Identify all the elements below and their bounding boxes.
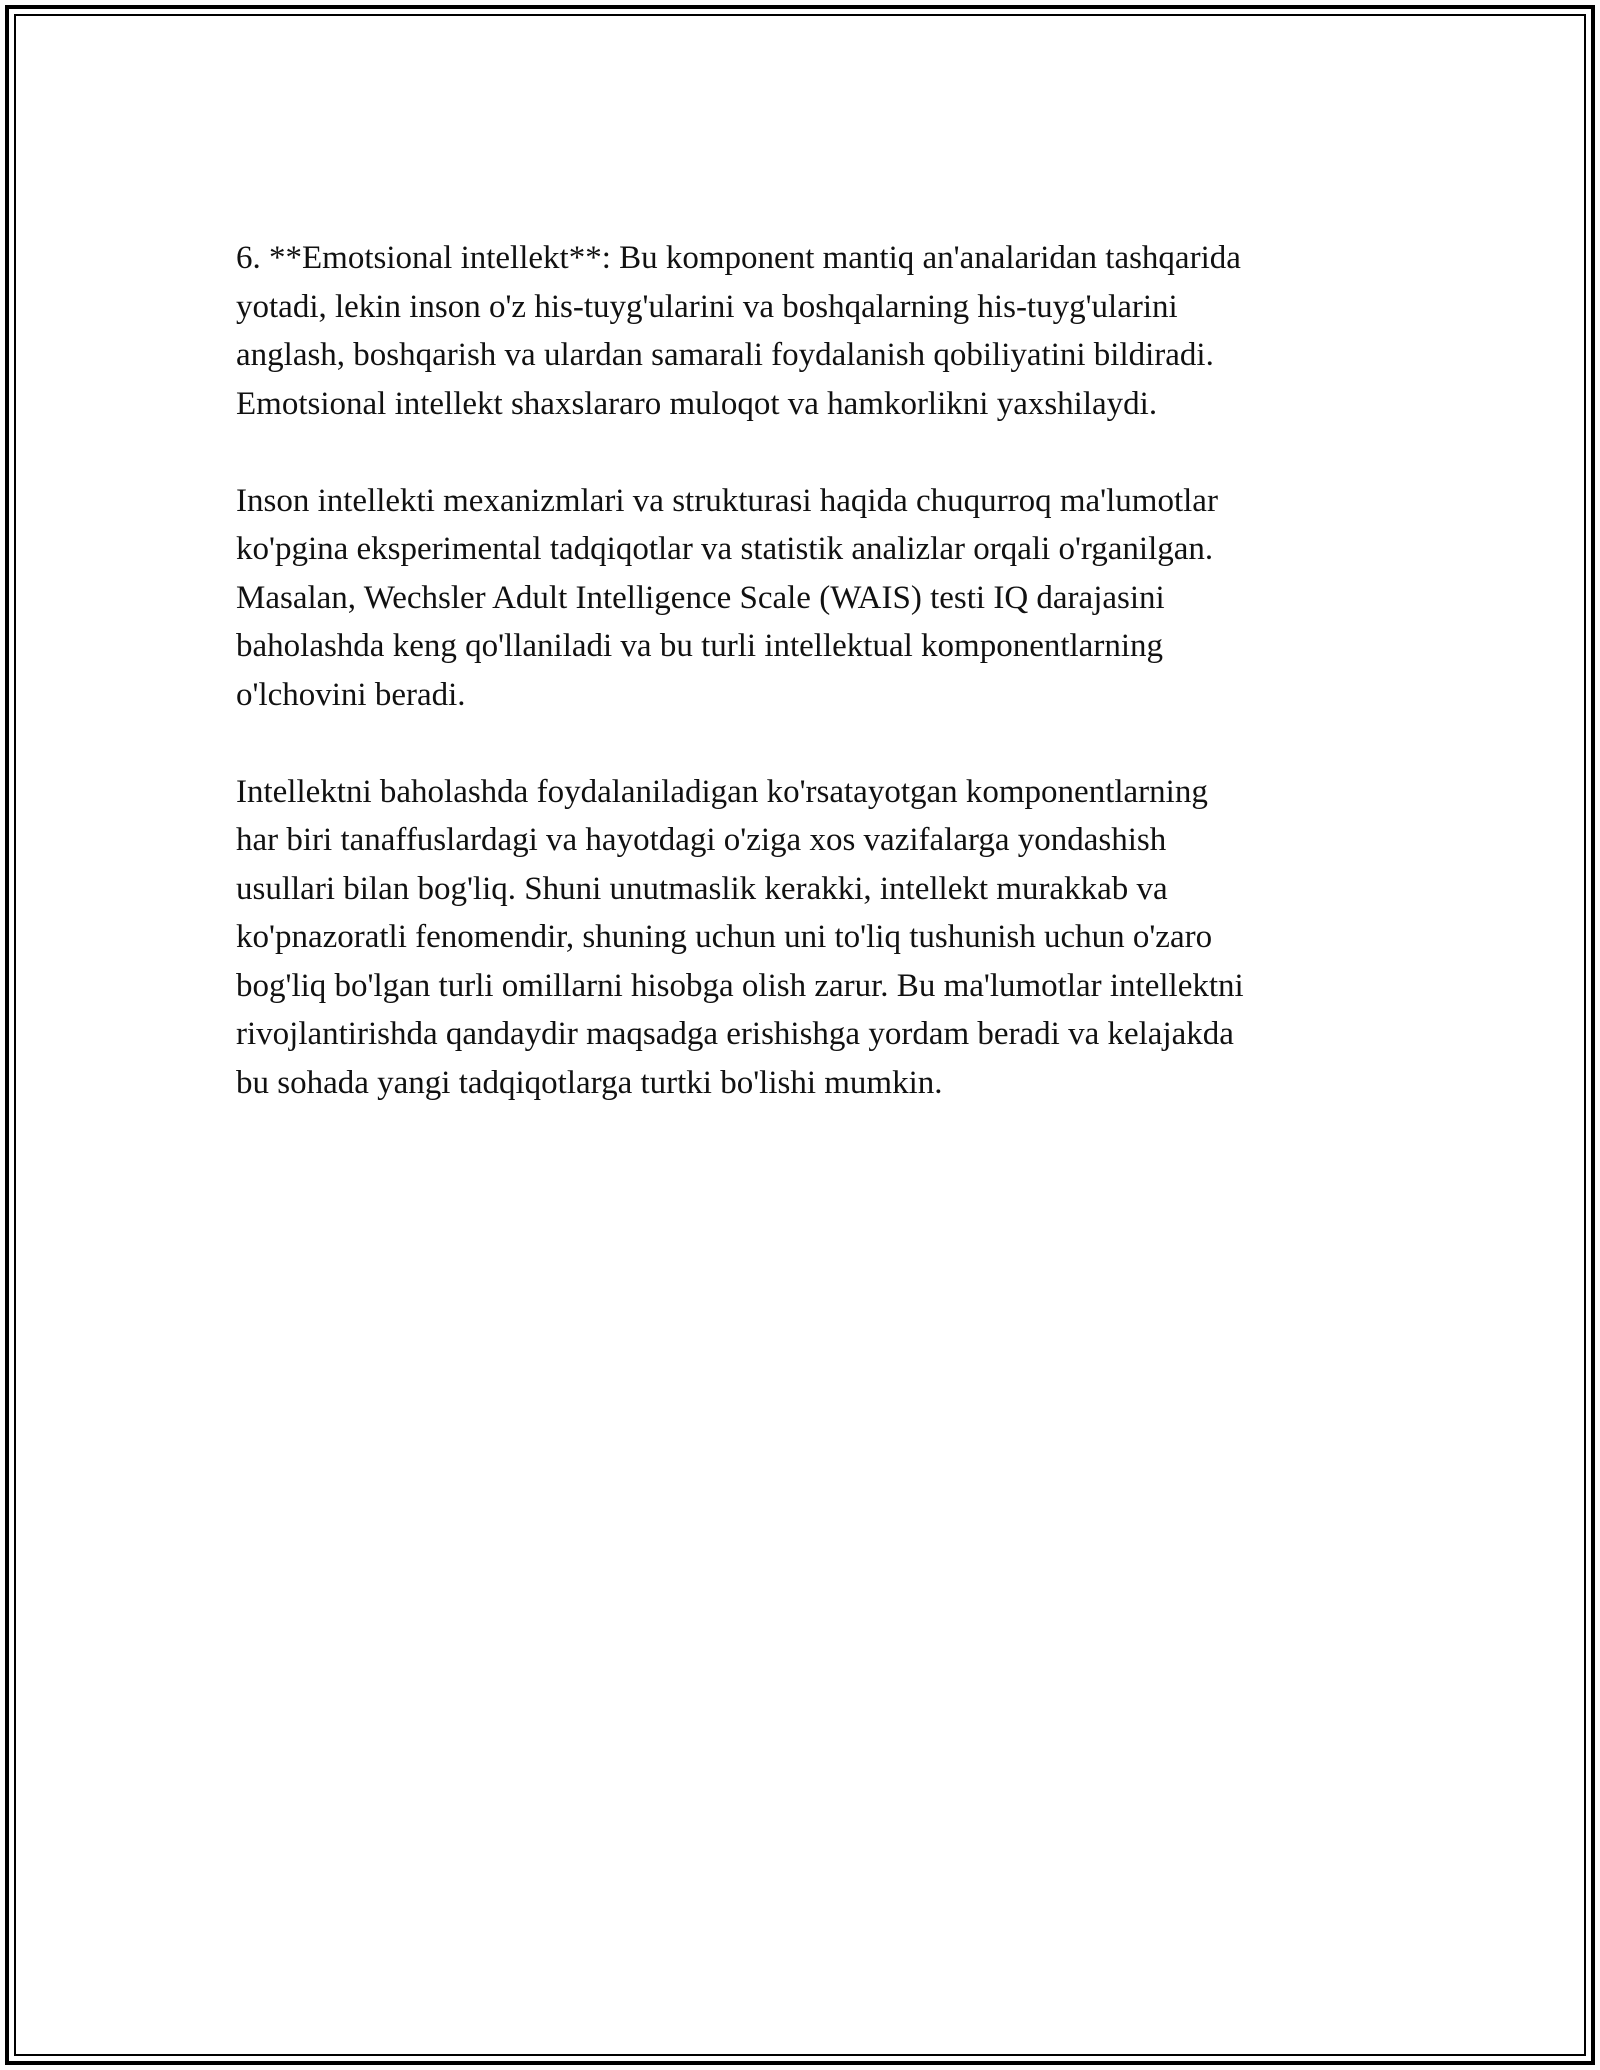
document-body	[236, 234, 1366, 1156]
paragraph-emotional-intelligence: 6. **Emotsional intellekt**: Bu komponent mantiq an'analaridan tashqarida yotadi, lekin inson o'z his-tuyg'ularini va boshqalarning his-tuyg'ularini anglash, boshqarish va ulardan samarali foydalanish qobiliyatini bildiradi. Emotsional intellekt shaxslararo muloqot va hamkorlikni yaxshilaydi.	[236, 240, 1241, 422]
paragraph-intellect-assessment: Intellektni baholashda foydalaniladigan ko'rsatayotgan komponentlarning har biri tanaffuslardagi va hayotdagi o'ziga xos vazifalarga yondashish usullari bilan bog'liq. Shuni unutmaslik kerakki, intellekt murakkab va ko'pnazoratli fenomendir, shuning uchun uni to'liq tushunish uchun o'zaro bog'liq bo'lgan turli omillarni hisobga olish zarur. Bu ma'lumotlar intellektni rivojlantirishda qandaydir maqsadga erishishga yordam beradi va kelajakda bu sohada yangi tadqiqotlarga turtki bo'lishi mumkin.	[236, 773, 1244, 1101]
paragraph-intellect-mechanisms: Inson intellekti mexanizmlari va strukturasi haqida chuqurroq ma'lumotlar ko'pgina eksperimental tadqiqotlar va statistik analizlar orqali o'rganilgan. Masalan, Wechsler Adult Intelligence Scale (WAIS) testi IQ darajasini baholashda keng qo'llaniladi va bu turli intellektual komponentlarning o'lchovini beradi.	[236, 482, 1218, 713]
